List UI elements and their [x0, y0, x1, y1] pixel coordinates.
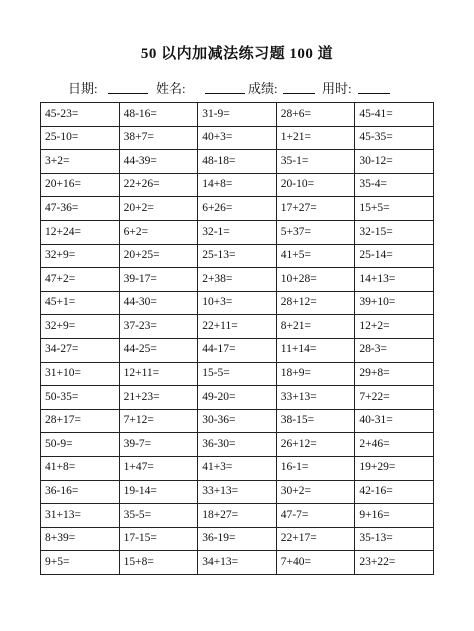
problem-cell: 41+8= — [41, 456, 120, 480]
problem-cell: 45+1= — [41, 291, 120, 315]
problem-cell: 30-36= — [198, 409, 277, 433]
problem-cell: 30+2= — [276, 480, 355, 504]
problem-cell: 29+8= — [355, 362, 434, 386]
table-row — [41, 386, 434, 410]
date-blank[interactable] — [108, 93, 148, 94]
problem-cell: 20+25= — [119, 244, 198, 268]
problem-cell: 32+9= — [41, 315, 120, 339]
problem-cell: 15+5= — [355, 197, 434, 221]
problem-cell: 18+27= — [198, 504, 277, 528]
problem-cell: 10+3= — [198, 291, 277, 315]
table-row — [41, 126, 434, 150]
problem-cell: 1+21= — [276, 126, 355, 150]
problem-cell: 45-23= — [41, 103, 120, 127]
problem-cell: 30-12= — [355, 150, 434, 174]
table-row — [41, 409, 434, 433]
problem-cell: 31+13= — [41, 504, 120, 528]
score-blank[interactable] — [283, 93, 315, 94]
problem-cell: 40+3= — [198, 126, 277, 150]
problem-cell: 45-35= — [355, 126, 434, 150]
problem-cell: 32+9= — [41, 244, 120, 268]
problem-cell: 8+21= — [276, 315, 355, 339]
problem-cell: 6+26= — [198, 197, 277, 221]
problem-cell: 12+24= — [41, 220, 120, 244]
problem-cell: 49-20= — [198, 386, 277, 410]
table-row — [41, 173, 434, 197]
table-row — [41, 150, 434, 174]
problem-cell: 31+10= — [41, 362, 120, 386]
problem-cell: 15+8= — [119, 551, 198, 575]
problem-cell: 1+47= — [119, 456, 198, 480]
problem-cell: 39-7= — [119, 433, 198, 457]
name-blank[interactable] — [205, 93, 245, 94]
table-row — [41, 551, 434, 575]
table-row — [41, 268, 434, 292]
problem-cell: 42-16= — [355, 480, 434, 504]
problem-cell: 39-17= — [119, 268, 198, 292]
time-label: 用时: — [322, 81, 352, 96]
problem-cell: 28+17= — [41, 409, 120, 433]
problem-cell: 20-10= — [276, 173, 355, 197]
problem-cell: 23+22= — [355, 551, 434, 575]
table-row — [41, 338, 434, 362]
problem-cell: 35-13= — [355, 527, 434, 551]
table-row — [41, 433, 434, 457]
problem-cell: 21+23= — [119, 386, 198, 410]
problem-cell: 17-15= — [119, 527, 198, 551]
problem-cell: 47-7= — [276, 504, 355, 528]
problem-cell: 19+29= — [355, 456, 434, 480]
problem-cell: 20+2= — [119, 197, 198, 221]
problem-cell: 28+6= — [276, 103, 355, 127]
problem-cell: 8+39= — [41, 527, 120, 551]
problem-cell: 25-14= — [355, 244, 434, 268]
problem-cell: 28+12= — [276, 291, 355, 315]
table-row — [41, 456, 434, 480]
problem-cell: 9+5= — [41, 551, 120, 575]
problem-cell: 15-5= — [198, 362, 277, 386]
table-row — [41, 527, 434, 551]
problem-cell: 48-18= — [198, 150, 277, 174]
table-row — [41, 480, 434, 504]
problem-cell: 2+46= — [355, 433, 434, 457]
problem-cell: 48-16= — [119, 103, 198, 127]
problem-cell: 14+13= — [355, 268, 434, 292]
problem-cell: 7+40= — [276, 551, 355, 575]
problem-cell: 26+12= — [276, 433, 355, 457]
problem-cell: 5+37= — [276, 220, 355, 244]
problem-cell: 7+22= — [355, 386, 434, 410]
problem-cell: 32-15= — [355, 220, 434, 244]
problem-cell: 44-25= — [119, 338, 198, 362]
problem-cell: 19-14= — [119, 480, 198, 504]
date-label: 日期: — [68, 81, 98, 96]
problem-cell: 32-1= — [198, 220, 277, 244]
problem-cell: 25-10= — [41, 126, 120, 150]
problem-cell: 20+16= — [41, 173, 120, 197]
problem-cell: 35-5= — [119, 504, 198, 528]
problem-cell: 35-1= — [276, 150, 355, 174]
problem-cell: 11+14= — [276, 338, 355, 362]
problem-cell: 17+27= — [276, 197, 355, 221]
problem-cell: 38+7= — [119, 126, 198, 150]
problem-cell: 39+10= — [355, 291, 434, 315]
problem-cell: 22+11= — [198, 315, 277, 339]
problem-cell: 9+16= — [355, 504, 434, 528]
problem-cell: 16-1= — [276, 456, 355, 480]
problem-cell: 40-31= — [355, 409, 434, 433]
problem-cell: 44-17= — [198, 338, 277, 362]
problem-cell: 35-4= — [355, 173, 434, 197]
time-blank[interactable] — [358, 93, 390, 94]
problem-cell: 25-13= — [198, 244, 277, 268]
problem-cell: 41+5= — [276, 244, 355, 268]
problem-cell: 7+12= — [119, 409, 198, 433]
problem-cell: 50-35= — [41, 386, 120, 410]
table-row — [41, 244, 434, 268]
problems-table — [40, 102, 434, 575]
problem-cell: 34+13= — [198, 551, 277, 575]
problem-cell: 36-19= — [198, 527, 277, 551]
page-title: 50 以内加减法练习题 100 道 — [140, 46, 334, 62]
table-row — [41, 197, 434, 221]
table-row — [41, 103, 434, 127]
problem-cell: 41+3= — [198, 456, 277, 480]
table-row — [41, 291, 434, 315]
table-row — [41, 220, 434, 244]
table-row — [41, 315, 434, 339]
problem-cell: 31-9= — [198, 103, 277, 127]
problem-cell: 28-3= — [355, 338, 434, 362]
problem-cell: 22+26= — [119, 173, 198, 197]
table-row — [41, 504, 434, 528]
problem-cell: 50-9= — [41, 433, 120, 457]
problem-cell: 33+13= — [198, 480, 277, 504]
problem-cell: 6+2= — [119, 220, 198, 244]
problem-cell: 3+2= — [41, 150, 120, 174]
problem-cell: 34-27= — [41, 338, 120, 362]
problem-cell: 36-16= — [41, 480, 120, 504]
problem-cell: 38-15= — [276, 409, 355, 433]
problem-cell: 22+17= — [276, 527, 355, 551]
problem-cell: 12+2= — [355, 315, 434, 339]
problem-cell: 18+9= — [276, 362, 355, 386]
problem-cell: 33+13= — [276, 386, 355, 410]
problem-cell: 10+28= — [276, 268, 355, 292]
problem-cell: 2+38= — [198, 268, 277, 292]
problem-cell: 47+2= — [41, 268, 120, 292]
problem-cell: 12+11= — [119, 362, 198, 386]
problem-cell: 44-39= — [119, 150, 198, 174]
problem-cell: 36-30= — [198, 433, 277, 457]
problem-cell: 37-23= — [119, 315, 198, 339]
problem-cell: 47-36= — [41, 197, 120, 221]
problem-cell: 14+8= — [198, 173, 277, 197]
problem-cell: 44-30= — [119, 291, 198, 315]
name-label: 姓名: — [156, 81, 186, 96]
score-label: 成绩: — [248, 81, 278, 96]
table-row — [41, 362, 434, 386]
problem-cell: 45-41= — [355, 103, 434, 127]
